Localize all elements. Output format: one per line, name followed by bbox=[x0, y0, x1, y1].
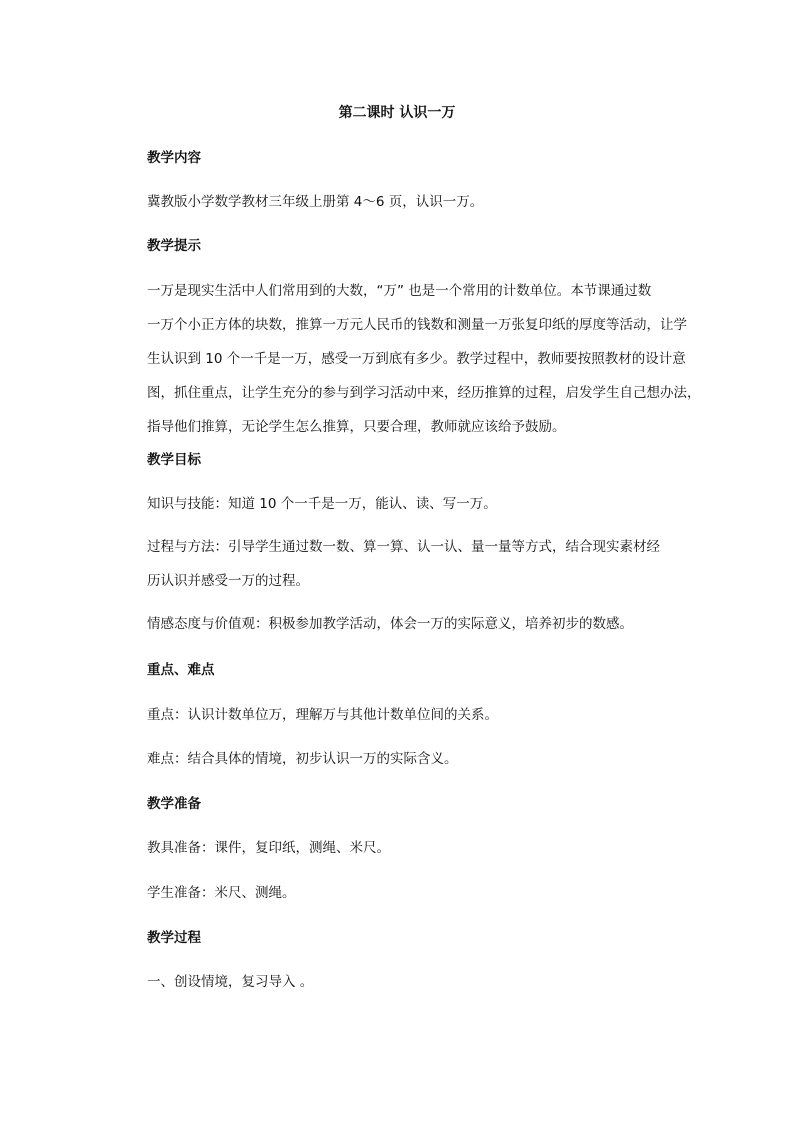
content-text: 冀教版小学数学教材三年级上册第 4～6 页，认识一万。 bbox=[147, 194, 484, 210]
prep-teacher: 教具准备：课件，复印纸，测绳、米尺。 bbox=[147, 840, 390, 856]
hint-line: 一万个小正方体的块数，推算一万元人民币的钱数和测量一万张复印纸的厚度等活动，让学 bbox=[147, 317, 687, 333]
goal-process-line: 过程与方法：引导学生通过数一数、算一算、认一认、量一量等方式，结合现实素材经 bbox=[147, 539, 660, 555]
document-title: 第二课时 认识一万 bbox=[338, 105, 456, 121]
goal-process bbox=[147, 530, 667, 598]
hint-line: 生认识到 10 个一千是一万，感受一万到底有多少。教学过程中，教师要按照教材的设计意 bbox=[147, 351, 686, 367]
goal-knowledge: 知识与技能：知道 10 个一千是一万，能认、读、写一万。 bbox=[147, 496, 497, 512]
section-heading-content: 教学内容 bbox=[147, 150, 201, 166]
difficult-point: 难点：结合具体的情境，初步认识一万的实际含义。 bbox=[147, 751, 458, 767]
goal-emotion: 情感态度与价值观：积极参加教学活动，体会一万的实际意义，培养初步的数感。 bbox=[147, 616, 633, 632]
key-point: 重点：认识计数单位万，理解万与其他计数单位间的关系。 bbox=[147, 707, 498, 723]
process-step-1: 一、创设情境，复习导入 。 bbox=[147, 974, 314, 990]
goal-process-line: 历认识并感受一万的过程。 bbox=[147, 573, 309, 589]
section-heading-goal: 教学目标 bbox=[147, 452, 201, 468]
hint-line: 图，抓住重点，让学生充分的参与到学习活动中来，经历推算的过程，启发学生自己想办法， bbox=[147, 385, 701, 401]
section-heading-prep: 教学准备 bbox=[147, 796, 201, 812]
section-heading-key: 重点、难点 bbox=[147, 662, 215, 678]
prep-student: 学生准备：米尺、测绳。 bbox=[147, 885, 296, 901]
hint-line: 一万是现实生活中人们常用到的大数，“万” 也是一个常用的计数单位。本节课通过数 bbox=[147, 283, 652, 299]
hint-paragraph bbox=[147, 274, 701, 444]
section-heading-process: 教学过程 bbox=[147, 930, 201, 946]
hint-line: 指导他们推算，无论学生怎么推算，只要合理，教师就应该给予鼓励。 bbox=[147, 419, 566, 435]
section-heading-hint: 教学提示 bbox=[147, 238, 201, 254]
